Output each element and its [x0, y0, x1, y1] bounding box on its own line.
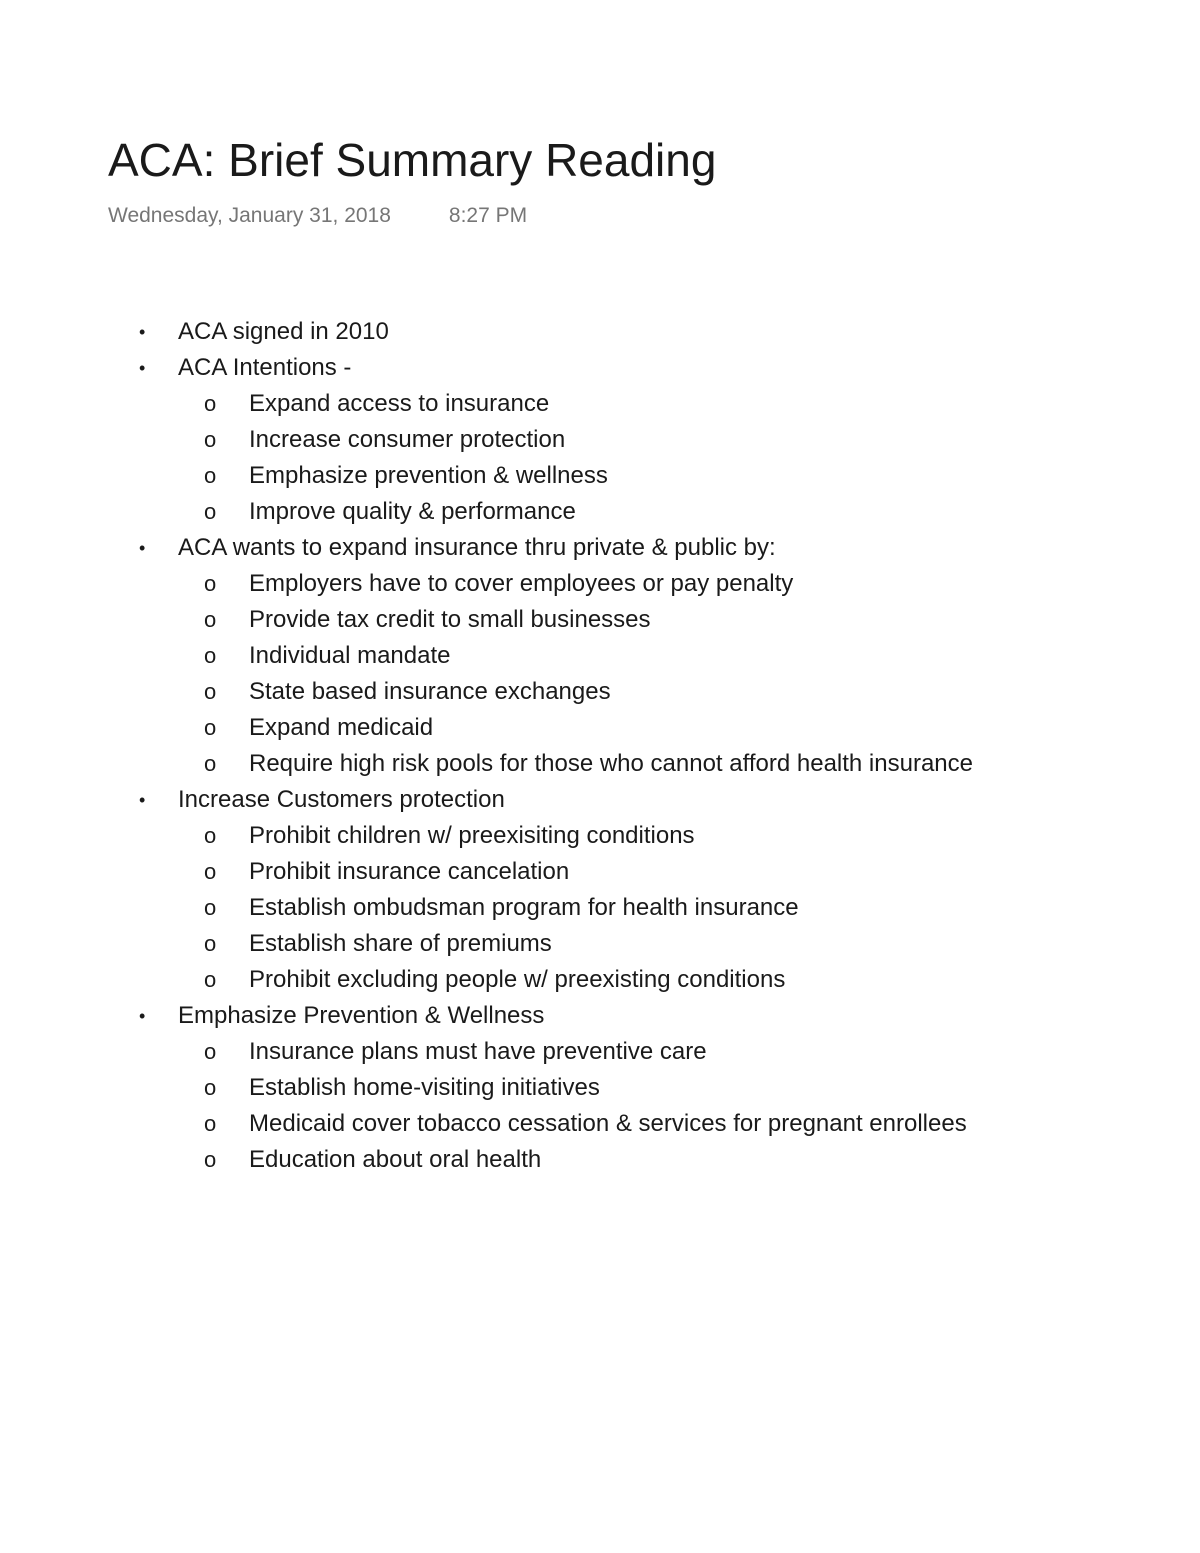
- sub-list-item: [0, 962, 1200, 998]
- sub-list-item: [0, 674, 1200, 710]
- bullet-marker: •: [139, 538, 146, 558]
- list-item-text: Prohibit excluding people w/ preexisting conditions: [249, 966, 786, 993]
- sub-list-item: [0, 566, 1200, 602]
- sub-list-item: [0, 854, 1200, 890]
- list-item-text: ACA signed in 2010: [178, 318, 389, 345]
- sub-list-item: [0, 926, 1200, 962]
- list-item: [0, 782, 1200, 818]
- sub-bullet-marker: o: [204, 427, 217, 452]
- sub-bullet-marker: o: [204, 823, 217, 848]
- sub-bullet-marker: o: [204, 499, 217, 524]
- list-item-text: Prohibit insurance cancelation: [249, 858, 570, 885]
- sub-list-item: [0, 458, 1200, 494]
- list-item-text: Prohibit children w/ preexisiting conditions: [249, 822, 695, 849]
- list-item-text: Emphasize Prevention & Wellness: [178, 1002, 545, 1029]
- sub-list-item: [0, 710, 1200, 746]
- sub-bullet-marker: o: [204, 859, 217, 884]
- page-title: ACA: Brief Summary Reading: [108, 134, 717, 186]
- list-item-text: Require high risk pools for those who cannot afford health insurance: [249, 750, 973, 777]
- list-item: [0, 314, 1200, 350]
- list-item-text: Expand medicaid: [249, 714, 434, 741]
- note-time: 8:27 PM: [448, 204, 528, 227]
- list-item-text: Establish ombudsman program for health insurance: [249, 894, 799, 921]
- note-timestamp: [108, 202, 527, 230]
- sub-list-item: [0, 1034, 1200, 1070]
- sub-bullet-marker: o: [204, 1111, 217, 1136]
- list-item: [0, 350, 1200, 386]
- sub-list-item: [0, 386, 1200, 422]
- sub-bullet-marker: o: [204, 463, 217, 488]
- sub-list-item: [0, 602, 1200, 638]
- bullet-marker: •: [139, 1006, 146, 1026]
- sub-bullet-marker: o: [204, 679, 217, 704]
- sub-bullet-marker: o: [204, 1039, 217, 1064]
- list-item-text: Increase Customers protection: [178, 786, 505, 813]
- sub-list-item: [0, 1142, 1200, 1178]
- list-item-text: State based insurance exchanges: [249, 678, 611, 705]
- list-item-text: Medicaid cover tobacco cessation & services for pregnant enrollees: [249, 1110, 967, 1137]
- list-item-text: Establish home-visiting initiatives: [249, 1074, 600, 1101]
- list-item-text: Education about oral health: [249, 1146, 542, 1173]
- list-item: [0, 998, 1200, 1034]
- sub-list-item: [0, 1106, 1200, 1142]
- sub-bullet-marker: o: [204, 571, 217, 596]
- list-item: [0, 530, 1200, 566]
- list-item-text: Provide tax credit to small businesses: [249, 606, 651, 633]
- bullet-marker: •: [139, 790, 146, 810]
- sub-bullet-marker: o: [204, 643, 217, 668]
- sub-list-item: [0, 1070, 1200, 1106]
- list-item-text: Emphasize prevention & wellness: [249, 462, 608, 489]
- sub-list-item: [0, 638, 1200, 674]
- sub-bullet-marker: o: [204, 967, 217, 992]
- sub-list-item: [0, 422, 1200, 458]
- sub-list-item: [0, 746, 1200, 782]
- sub-list-item: [0, 890, 1200, 926]
- sub-bullet-marker: o: [204, 1147, 217, 1172]
- list-item-text: ACA Intentions -: [178, 354, 352, 381]
- bullet-marker: •: [139, 322, 146, 342]
- list-item-text: Insurance plans must have preventive care: [249, 1038, 707, 1065]
- list-item-text: Expand access to insurance: [249, 390, 550, 417]
- sub-bullet-marker: o: [204, 931, 217, 956]
- sub-bullet-marker: o: [204, 715, 217, 740]
- sub-bullet-marker: o: [204, 391, 217, 416]
- list-item-text: Establish share of premiums: [249, 930, 552, 957]
- sub-list-item: [0, 494, 1200, 530]
- bullet-list: [0, 314, 1200, 1178]
- list-item-text: Employers have to cover employees or pay penalty: [249, 570, 794, 597]
- list-item-text: Individual mandate: [249, 642, 451, 669]
- list-item-text: Increase consumer protection: [249, 426, 566, 453]
- sub-list-item: [0, 818, 1200, 854]
- note-date: Wednesday, January 31, 2018: [108, 204, 391, 227]
- sub-bullet-marker: o: [204, 1075, 217, 1100]
- sub-bullet-marker: o: [204, 751, 217, 776]
- bullet-marker: •: [139, 358, 146, 378]
- list-item-text: ACA wants to expand insurance thru private & public by:: [178, 534, 776, 561]
- list-item-text: Improve quality & performance: [249, 498, 576, 525]
- sub-bullet-marker: o: [204, 607, 217, 632]
- sub-bullet-marker: o: [204, 895, 217, 920]
